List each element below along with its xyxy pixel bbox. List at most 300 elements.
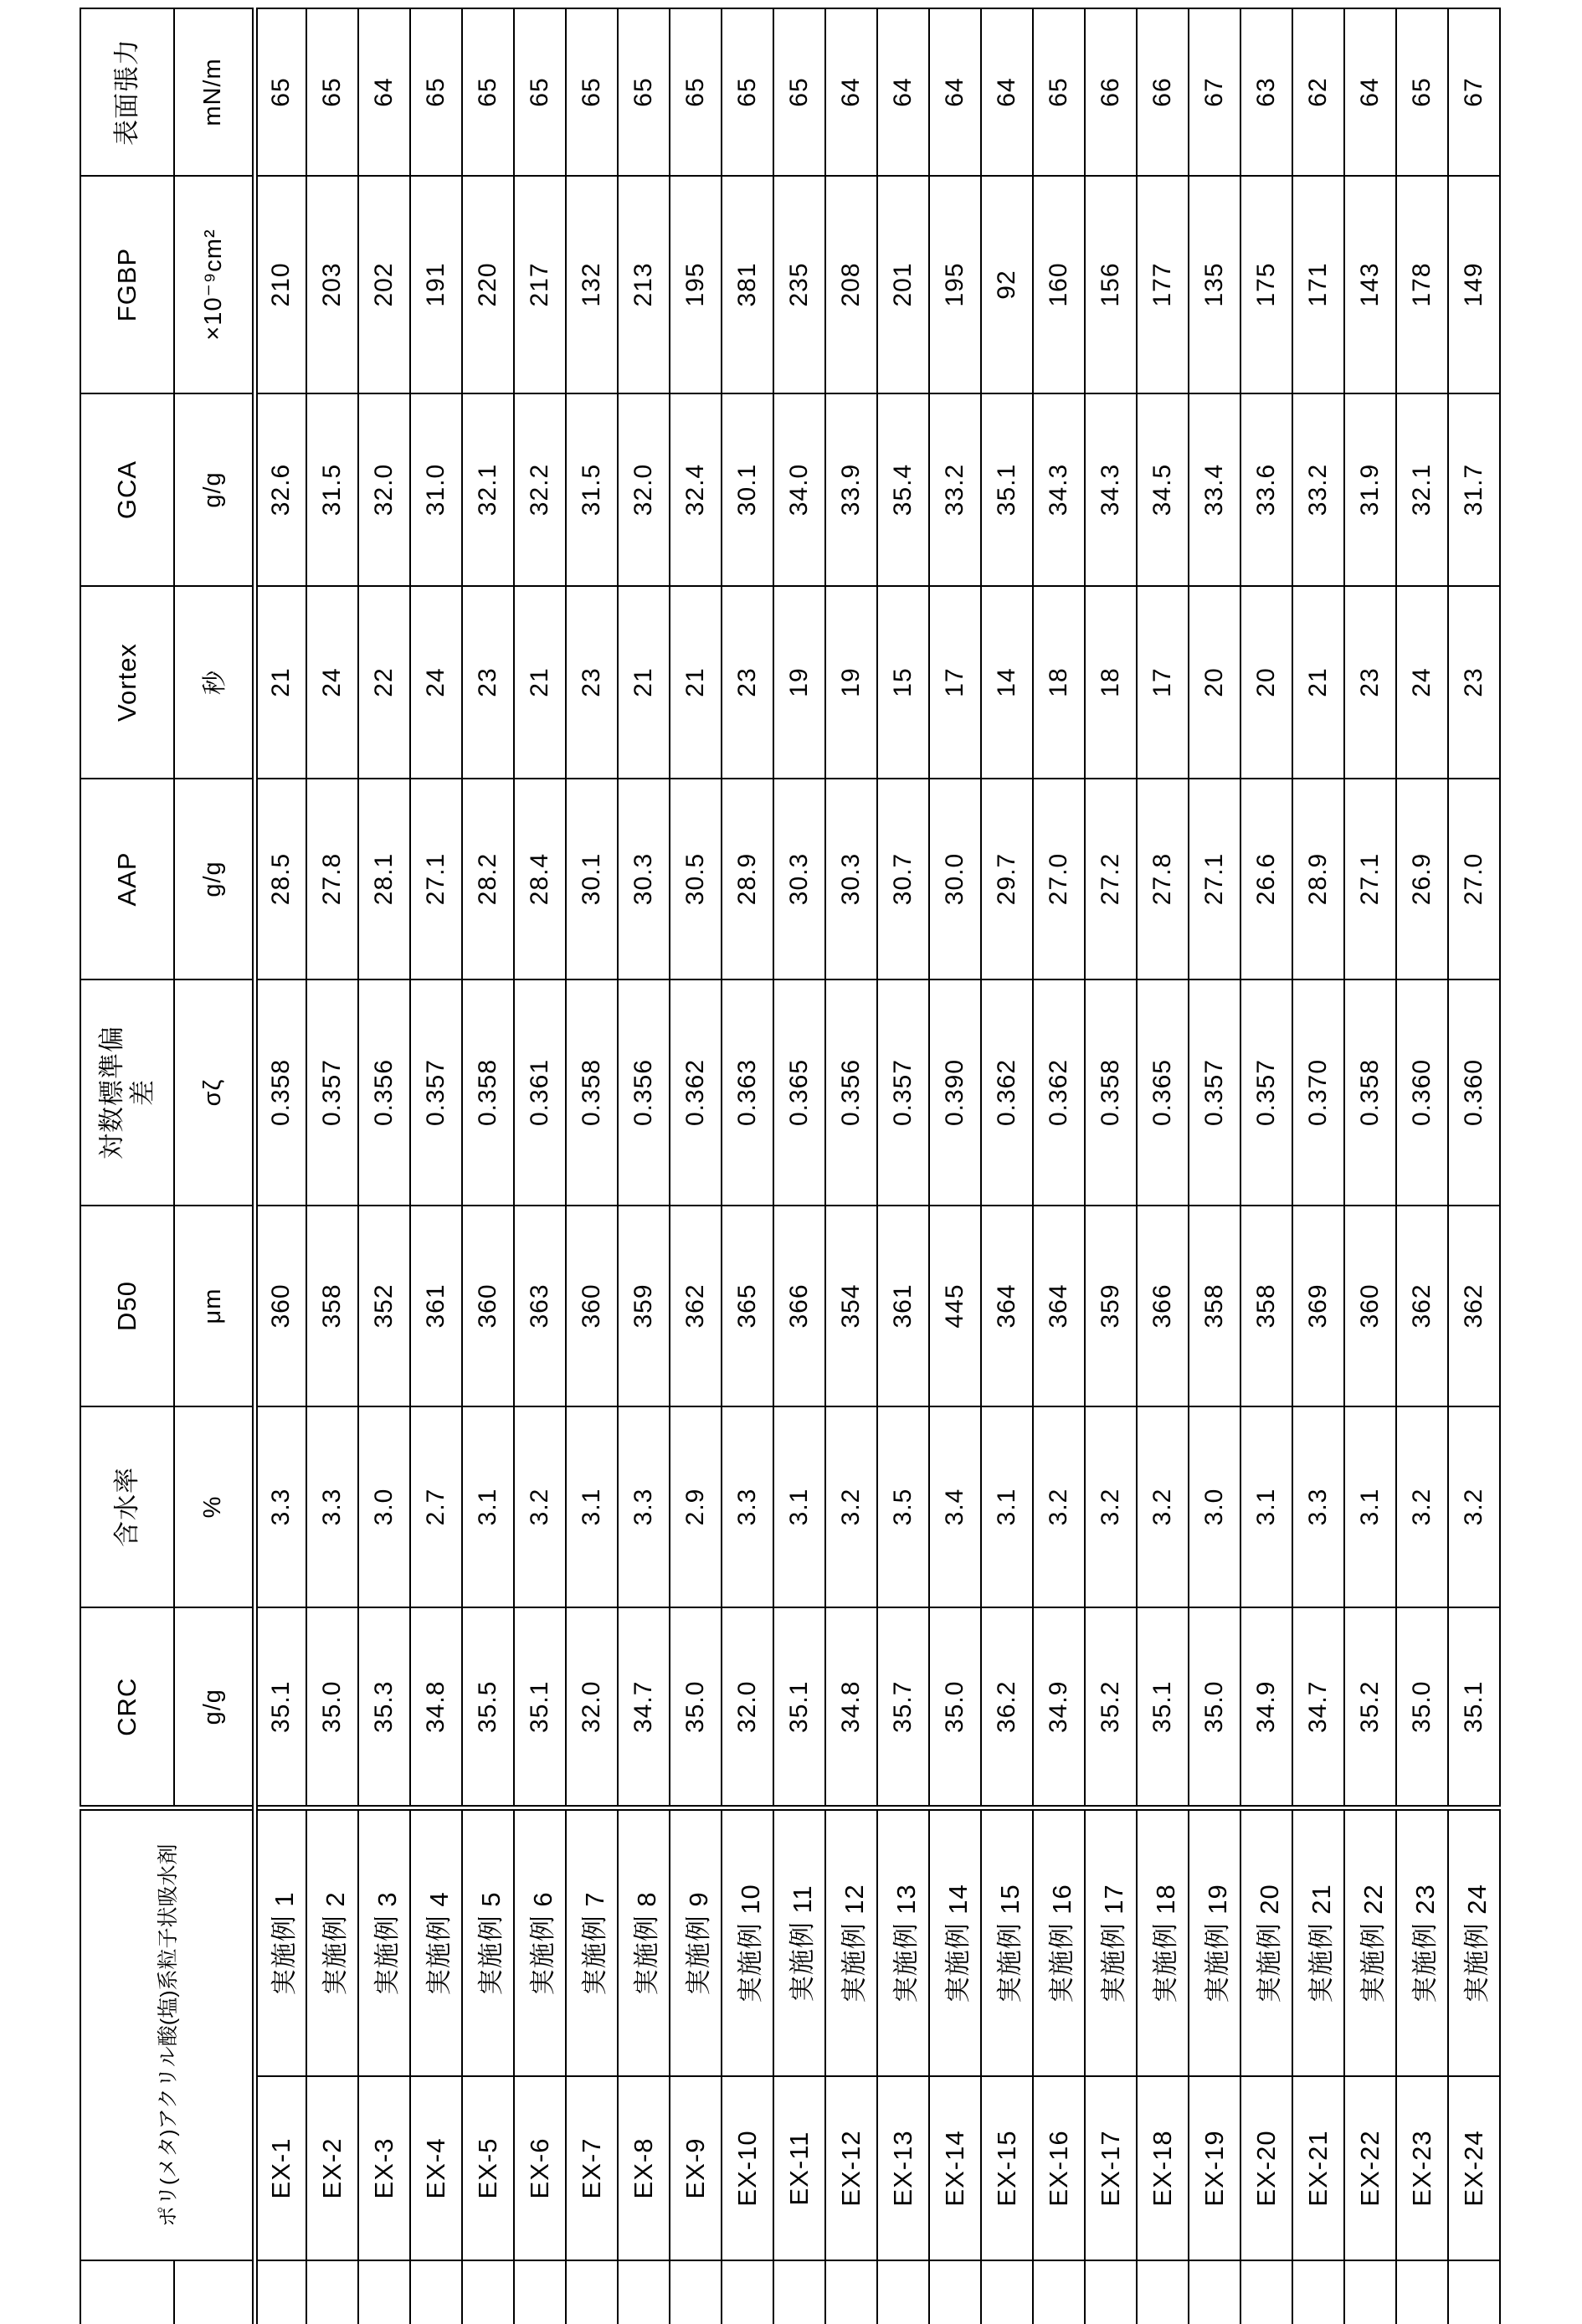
value-cell-gca: 32.0: [618, 393, 670, 586]
example-label-cell: 実施例 23: [1396, 1808, 1448, 2076]
cut-cell: [670, 2260, 722, 2324]
value-cell-d50: 366: [773, 1206, 825, 1406]
value-cell-vortex: 23: [566, 586, 618, 779]
value-cell-sigma: 0.356: [358, 979, 410, 1206]
value-cell-crc: 35.2: [1344, 1607, 1396, 1808]
table-row: [514, 8, 566, 2324]
value-cell-crc: 35.0: [1396, 1607, 1448, 1808]
value-cell-fgbp: 160: [1033, 176, 1085, 393]
value-cell-sigma: 0.365: [773, 979, 825, 1206]
value-cell-vortex: 21: [1292, 586, 1344, 779]
value-cell-moisture: 3.5: [877, 1406, 929, 1607]
value-cell-aap: 30.0: [929, 779, 981, 979]
value-cell-surface_tension: 62: [1292, 8, 1344, 176]
example-label-cell: 実施例 2: [306, 1808, 358, 2076]
example-label-cell: 実施例 17: [1085, 1808, 1137, 2076]
value-cell-gca: 34.5: [1137, 393, 1189, 586]
value-cell-crc: 35.0: [306, 1607, 358, 1808]
table-row: [1085, 8, 1137, 2324]
value-cell-sigma: 0.362: [670, 979, 722, 1206]
value-cell-aap: 29.7: [981, 779, 1033, 979]
value-cell-d50: 360: [254, 1206, 306, 1406]
header-name-d50: D50: [80, 1206, 174, 1406]
value-cell-surface_tension: 64: [981, 8, 1033, 176]
value-cell-vortex: 21: [618, 586, 670, 779]
value-cell-sigma: 0.362: [1033, 979, 1085, 1206]
header-name-sigma: 対数標準偏 差: [80, 979, 174, 1206]
value-cell-gca: 32.2: [514, 393, 566, 586]
sample-code-cell: EX-19: [1189, 2076, 1240, 2260]
cut-cell: [1240, 2260, 1292, 2324]
value-cell-moisture: 2.9: [670, 1406, 722, 1607]
table-row: [825, 8, 877, 2324]
value-cell-moisture: 3.1: [1344, 1406, 1396, 1607]
value-cell-sigma: 0.360: [1396, 979, 1448, 1206]
cut-cell: [462, 2260, 514, 2324]
value-cell-gca: 31.5: [306, 393, 358, 586]
value-cell-surface_tension: 64: [358, 8, 410, 176]
value-cell-d50: 360: [462, 1206, 514, 1406]
example-label-cell: 実施例 12: [825, 1808, 877, 2076]
value-cell-surface_tension: 65: [566, 8, 618, 176]
value-cell-vortex: 17: [1137, 586, 1189, 779]
value-cell-aap: 27.1: [410, 779, 462, 979]
value-cell-vortex: 20: [1240, 586, 1292, 779]
value-cell-sigma: 0.362: [981, 979, 1033, 1206]
table-row: [618, 8, 670, 2324]
cut-cell: [1033, 2260, 1085, 2324]
value-cell-sigma: 0.358: [566, 979, 618, 1206]
cut-cell: [306, 2260, 358, 2324]
value-cell-d50: 366: [1137, 1206, 1189, 1406]
value-cell-gca: 31.7: [1448, 393, 1500, 586]
value-cell-surface_tension: 65: [773, 8, 825, 176]
value-cell-aap: 28.9: [722, 779, 773, 979]
cut-cell: [722, 2260, 773, 2324]
cut-cell: [825, 2260, 877, 2324]
value-cell-vortex: 15: [877, 586, 929, 779]
value-cell-vortex: 24: [410, 586, 462, 779]
value-cell-surface_tension: 67: [1189, 8, 1240, 176]
cut-cell: [1344, 2260, 1396, 2324]
value-cell-sigma: 0.358: [462, 979, 514, 1206]
value-cell-moisture: 3.2: [825, 1406, 877, 1607]
value-cell-crc: 35.1: [1137, 1607, 1189, 1808]
value-cell-surface_tension: 64: [929, 8, 981, 176]
example-label-cell: 実施例 5: [462, 1808, 514, 2076]
header-name-surface-tension: 表面張力: [80, 8, 174, 176]
example-label-cell: 実施例 13: [877, 1808, 929, 2076]
value-cell-aap: 27.1: [1344, 779, 1396, 979]
value-cell-gca: 34.3: [1085, 393, 1137, 586]
value-cell-gca: 33.6: [1240, 393, 1292, 586]
table-row: [929, 8, 981, 2324]
value-cell-aap: 30.5: [670, 779, 722, 979]
value-cell-moisture: 3.3: [722, 1406, 773, 1607]
header-unit-moisture: %: [174, 1406, 254, 1607]
value-cell-d50: 362: [1448, 1206, 1500, 1406]
header-name-gca: GCA: [80, 393, 174, 586]
value-cell-surface_tension: 67: [1448, 8, 1500, 176]
value-cell-surface_tension: 65: [670, 8, 722, 176]
value-cell-d50: 445: [929, 1206, 981, 1406]
sample-code-cell: EX-11: [773, 2076, 825, 2260]
value-cell-moisture: 3.2: [1033, 1406, 1085, 1607]
value-cell-sigma: 0.390: [929, 979, 981, 1206]
cut-cell: [514, 2260, 566, 2324]
value-cell-d50: 361: [877, 1206, 929, 1406]
value-cell-crc: 35.3: [358, 1607, 410, 1808]
value-cell-aap: 27.2: [1085, 779, 1137, 979]
value-cell-surface_tension: 66: [1137, 8, 1189, 176]
value-cell-moisture: 3.3: [306, 1406, 358, 1607]
value-cell-crc: 35.7: [877, 1607, 929, 1808]
value-cell-aap: 30.3: [618, 779, 670, 979]
sample-code-cell: EX-2: [306, 2076, 358, 2260]
value-cell-gca: 32.1: [462, 393, 514, 586]
cut-cell: [877, 2260, 929, 2324]
value-cell-vortex: 21: [254, 586, 306, 779]
value-cell-sigma: 0.365: [1137, 979, 1189, 1206]
value-cell-d50: 363: [514, 1206, 566, 1406]
value-cell-aap: 26.9: [1396, 779, 1448, 979]
value-cell-vortex: 19: [773, 586, 825, 779]
value-cell-fgbp: 177: [1137, 176, 1189, 393]
value-cell-vortex: 19: [825, 586, 877, 779]
value-cell-gca: 35.4: [877, 393, 929, 586]
value-cell-crc: 36.2: [981, 1607, 1033, 1808]
sample-code-cell: EX-5: [462, 2076, 514, 2260]
value-cell-d50: 360: [566, 1206, 618, 1406]
value-cell-fgbp: 143: [1344, 176, 1396, 393]
value-cell-sigma: 0.357: [877, 979, 929, 1206]
value-cell-moisture: 3.2: [1137, 1406, 1189, 1607]
value-cell-moisture: 3.2: [1085, 1406, 1137, 1607]
value-cell-moisture: 2.7: [410, 1406, 462, 1607]
cut-cell: [174, 2260, 254, 2324]
cut-cell: [1137, 2260, 1189, 2324]
value-cell-crc: 35.0: [670, 1607, 722, 1808]
value-cell-fgbp: 203: [306, 176, 358, 393]
value-cell-d50: 359: [618, 1206, 670, 1406]
value-cell-crc: 34.8: [825, 1607, 877, 1808]
sample-code-cell: EX-9: [670, 2076, 722, 2260]
header-unit-fgbp: ×10⁻⁹cm²: [174, 176, 254, 393]
sample-code-cell: EX-15: [981, 2076, 1033, 2260]
value-cell-surface_tension: 65: [254, 8, 306, 176]
value-cell-gca: 33.4: [1189, 393, 1240, 586]
value-cell-moisture: 3.3: [254, 1406, 306, 1607]
table-body: [254, 8, 1500, 2324]
value-cell-d50: 358: [1189, 1206, 1240, 1406]
value-cell-gca: 31.0: [410, 393, 462, 586]
value-cell-gca: 31.9: [1344, 393, 1396, 586]
value-cell-aap: 27.8: [1137, 779, 1189, 979]
value-cell-surface_tension: 64: [1344, 8, 1396, 176]
header-unit-sigma: σζ: [174, 979, 254, 1206]
value-cell-sigma: 0.358: [1085, 979, 1137, 1206]
value-cell-surface_tension: 65: [1033, 8, 1085, 176]
value-cell-vortex: 21: [670, 586, 722, 779]
value-cell-gca: 35.1: [981, 393, 1033, 586]
cut-cell: [358, 2260, 410, 2324]
value-cell-gca: 33.2: [1292, 393, 1344, 586]
value-cell-d50: 358: [1240, 1206, 1292, 1406]
value-cell-sigma: 0.361: [514, 979, 566, 1206]
sample-code-cell: EX-8: [618, 2076, 670, 2260]
header-name-crc: CRC: [80, 1607, 174, 1808]
example-label-cell: 実施例 18: [1137, 1808, 1189, 2076]
table-row: [722, 8, 773, 2324]
value-cell-aap: 28.2: [462, 779, 514, 979]
value-cell-vortex: 23: [722, 586, 773, 779]
value-cell-aap: 28.9: [1292, 779, 1344, 979]
value-cell-fgbp: 191: [410, 176, 462, 393]
cut-cell: [254, 2260, 306, 2324]
value-cell-fgbp: 210: [254, 176, 306, 393]
table-row: [1189, 8, 1240, 2324]
table-row: [877, 8, 929, 2324]
sample-code-cell: EX-24: [1448, 2076, 1500, 2260]
value-cell-aap: 28.5: [254, 779, 306, 979]
header-name-vortex: Vortex: [80, 586, 174, 779]
value-cell-sigma: 0.357: [1240, 979, 1292, 1206]
value-cell-gca: 34.0: [773, 393, 825, 586]
sample-code-cell: EX-18: [1137, 2076, 1189, 2260]
value-cell-gca: 32.4: [670, 393, 722, 586]
table-row: [358, 8, 410, 2324]
sample-code-cell: EX-21: [1292, 2076, 1344, 2260]
header-unit-gca: g/g: [174, 393, 254, 586]
value-cell-fgbp: 92: [981, 176, 1033, 393]
value-cell-moisture: 3.1: [981, 1406, 1033, 1607]
value-cell-d50: 361: [410, 1206, 462, 1406]
value-cell-fgbp: 213: [618, 176, 670, 393]
cut-cell: [981, 2260, 1033, 2324]
value-cell-fgbp: 156: [1085, 176, 1137, 393]
value-cell-sigma: 0.360: [1448, 979, 1500, 1206]
value-cell-aap: 30.3: [773, 779, 825, 979]
value-cell-vortex: 24: [1396, 586, 1448, 779]
value-cell-fgbp: 220: [462, 176, 514, 393]
value-cell-gca: 30.1: [722, 393, 773, 586]
value-cell-gca: 32.6: [254, 393, 306, 586]
value-cell-moisture: 3.1: [773, 1406, 825, 1607]
example-label-cell: 実施例 15: [981, 1808, 1033, 2076]
value-cell-aap: 26.6: [1240, 779, 1292, 979]
value-cell-moisture: 3.0: [358, 1406, 410, 1607]
example-label-cell: 実施例 11: [773, 1808, 825, 2076]
value-cell-vortex: 20: [1189, 586, 1240, 779]
cut-cell: [1189, 2260, 1240, 2324]
value-cell-crc: 35.5: [462, 1607, 514, 1808]
value-cell-fgbp: 135: [1189, 176, 1240, 393]
table-row: [1292, 8, 1344, 2324]
value-cell-sigma: 0.358: [254, 979, 306, 1206]
header-name-moisture: 含水率: [80, 1406, 174, 1607]
cut-cell: [773, 2260, 825, 2324]
value-cell-aap: 28.1: [358, 779, 410, 979]
value-cell-d50: 358: [306, 1206, 358, 1406]
value-cell-moisture: 3.0: [1189, 1406, 1240, 1607]
table-row: [566, 8, 618, 2324]
value-cell-crc: 34.9: [1033, 1607, 1085, 1808]
value-cell-crc: 34.7: [618, 1607, 670, 1808]
value-cell-aap: 27.8: [306, 779, 358, 979]
value-cell-d50: 360: [1344, 1206, 1396, 1406]
example-label-cell: 実施例 4: [410, 1808, 462, 2076]
value-cell-moisture: 3.2: [514, 1406, 566, 1607]
value-cell-fgbp: 208: [825, 176, 877, 393]
value-cell-moisture: 3.2: [1396, 1406, 1448, 1607]
value-cell-crc: 35.1: [773, 1607, 825, 1808]
value-cell-surface_tension: 63: [1240, 8, 1292, 176]
value-cell-moisture: 3.1: [566, 1406, 618, 1607]
value-cell-crc: 32.0: [722, 1607, 773, 1808]
value-cell-sigma: 0.357: [1189, 979, 1240, 1206]
value-cell-surface_tension: 65: [306, 8, 358, 176]
header-unit-aap: g/g: [174, 779, 254, 979]
table-row: [773, 8, 825, 2324]
value-cell-crc: 34.7: [1292, 1607, 1344, 1808]
cut-cell: [1396, 2260, 1448, 2324]
value-cell-aap: 30.1: [566, 779, 618, 979]
value-cell-sigma: 0.356: [825, 979, 877, 1206]
value-cell-crc: 35.1: [1448, 1607, 1500, 1808]
value-cell-vortex: 17: [929, 586, 981, 779]
table-row: [1448, 8, 1500, 2324]
value-cell-surface_tension: 65: [410, 8, 462, 176]
cut-cell: [1448, 2260, 1500, 2324]
value-cell-surface_tension: 64: [877, 8, 929, 176]
value-cell-d50: 354: [825, 1206, 877, 1406]
value-cell-moisture: 3.2: [1448, 1406, 1500, 1607]
value-cell-sigma: 0.357: [410, 979, 462, 1206]
value-cell-fgbp: 132: [566, 176, 618, 393]
value-cell-d50: 352: [358, 1206, 410, 1406]
cut-cell: [1085, 2260, 1137, 2324]
example-label-cell: 実施例 10: [722, 1808, 773, 2076]
sample-code-cell: EX-13: [877, 2076, 929, 2260]
value-cell-crc: 35.0: [1189, 1607, 1240, 1808]
value-cell-d50: 369: [1292, 1206, 1344, 1406]
header-name-aap: AAP: [80, 779, 174, 979]
value-cell-vortex: 14: [981, 586, 1033, 779]
value-cell-aap: 27.1: [1189, 779, 1240, 979]
value-cell-d50: 362: [670, 1206, 722, 1406]
cut-cell: [929, 2260, 981, 2324]
table-row: [410, 8, 462, 2324]
example-label-cell: 実施例 8: [618, 1808, 670, 2076]
value-cell-crc: 34.8: [410, 1607, 462, 1808]
sample-code-cell: EX-3: [358, 2076, 410, 2260]
example-label-cell: 実施例 24: [1448, 1808, 1500, 2076]
value-cell-aap: 27.0: [1033, 779, 1085, 979]
value-cell-surface_tension: 65: [618, 8, 670, 176]
value-cell-vortex: 21: [514, 586, 566, 779]
value-cell-moisture: 3.3: [618, 1406, 670, 1607]
value-cell-aap: 30.3: [825, 779, 877, 979]
sample-code-cell: EX-7: [566, 2076, 618, 2260]
value-cell-surface_tension: 65: [514, 8, 566, 176]
value-cell-moisture: 3.1: [1240, 1406, 1292, 1607]
header-name-row: [80, 8, 174, 2324]
example-label-cell: 実施例 21: [1292, 1808, 1344, 2076]
value-cell-crc: 35.1: [254, 1607, 306, 1808]
value-cell-d50: 362: [1396, 1206, 1448, 1406]
value-cell-fgbp: 201: [877, 176, 929, 393]
value-cell-vortex: 24: [306, 586, 358, 779]
value-cell-aap: 28.4: [514, 779, 566, 979]
value-cell-surface_tension: 66: [1085, 8, 1137, 176]
example-label-cell: 実施例 14: [929, 1808, 981, 2076]
sample-code-cell: EX-12: [825, 2076, 877, 2260]
sample-code-cell: EX-1: [254, 2076, 306, 2260]
header-unit-vortex: 秒: [174, 586, 254, 779]
value-cell-sigma: 0.363: [722, 979, 773, 1206]
value-cell-fgbp: 195: [670, 176, 722, 393]
sample-code-cell: EX-20: [1240, 2076, 1292, 2260]
value-cell-gca: 32.0: [358, 393, 410, 586]
value-cell-fgbp: 235: [773, 176, 825, 393]
value-cell-vortex: 18: [1085, 586, 1137, 779]
header-name-fgbp: FGBP: [80, 176, 174, 393]
value-cell-sigma: 0.356: [618, 979, 670, 1206]
cut-cell: [618, 2260, 670, 2324]
sample-code-cell: EX-4: [410, 2076, 462, 2260]
value-cell-vortex: 22: [358, 586, 410, 779]
value-cell-vortex: 23: [462, 586, 514, 779]
sample-code-cell: EX-16: [1033, 2076, 1085, 2260]
table-row: [1344, 8, 1396, 2324]
value-cell-sigma: 0.358: [1344, 979, 1396, 1206]
value-cell-vortex: 23: [1344, 586, 1396, 779]
table-row: [670, 8, 722, 2324]
value-cell-d50: 364: [1033, 1206, 1085, 1406]
example-label-cell: 実施例 22: [1344, 1808, 1396, 2076]
value-cell-fgbp: 195: [929, 176, 981, 393]
value-cell-d50: 365: [722, 1206, 773, 1406]
table-row: [462, 8, 514, 2324]
value-cell-fgbp: 175: [1240, 176, 1292, 393]
cut-cell: [410, 2260, 462, 2324]
header-unit-crc: g/g: [174, 1607, 254, 1808]
example-label-cell: 実施例 3: [358, 1808, 410, 2076]
value-cell-fgbp: 202: [358, 176, 410, 393]
value-cell-surface_tension: 64: [825, 8, 877, 176]
value-cell-moisture: 3.3: [1292, 1406, 1344, 1607]
table-row: [1033, 8, 1085, 2324]
value-cell-gca: 33.2: [929, 393, 981, 586]
results-table: [80, 8, 1501, 2324]
value-cell-vortex: 23: [1448, 586, 1500, 779]
value-cell-sigma: 0.357: [306, 979, 358, 1206]
value-cell-fgbp: 171: [1292, 176, 1344, 393]
value-cell-surface_tension: 65: [462, 8, 514, 176]
value-cell-crc: 32.0: [566, 1607, 618, 1808]
sample-code-cell: EX-22: [1344, 2076, 1396, 2260]
value-cell-moisture: 3.1: [462, 1406, 514, 1607]
sample-code-cell: EX-10: [722, 2076, 773, 2260]
value-cell-gca: 34.3: [1033, 393, 1085, 586]
sample-code-cell: EX-6: [514, 2076, 566, 2260]
table-row: [254, 8, 306, 2324]
value-cell-crc: 34.9: [1240, 1607, 1292, 1808]
value-cell-surface_tension: 65: [1396, 8, 1448, 176]
example-label-cell: 実施例 16: [1033, 1808, 1085, 2076]
header-unit-d50: μm: [174, 1206, 254, 1406]
value-cell-gca: 31.5: [566, 393, 618, 586]
